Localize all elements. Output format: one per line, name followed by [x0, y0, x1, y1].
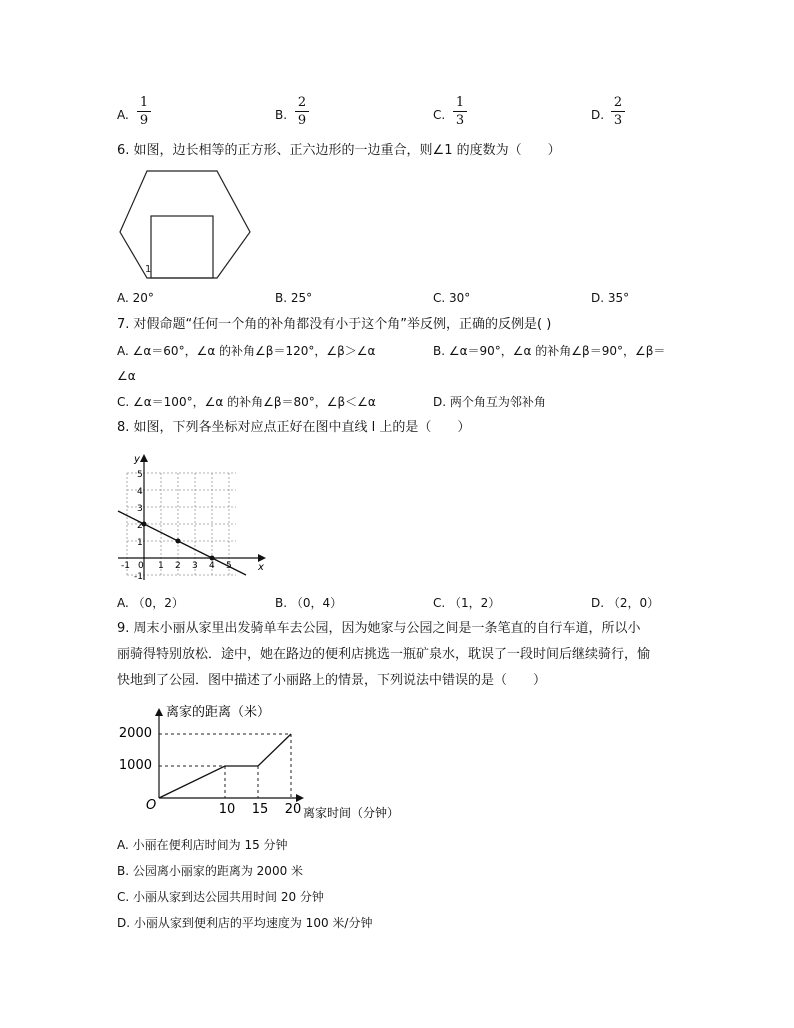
q9-y-tick-1000: 1000	[118, 758, 152, 773]
q6-figure-hexagon-square	[117, 166, 257, 284]
q8-x-arrow	[258, 554, 266, 562]
q5-option-a-numerator: 1	[139, 95, 149, 110]
hexagon-shape	[120, 171, 250, 278]
q8-y-tick: -1	[134, 572, 143, 582]
q8-origin-label: 0	[138, 561, 144, 571]
q5-option-d-numerator: 2	[613, 95, 623, 110]
q9-origin-label: O	[146, 798, 157, 813]
q5-option-d-denominator: 3	[613, 113, 623, 128]
q9-option-b: B. 公园离小丽家的距离为 2000 米	[117, 864, 304, 878]
q8-y-tick: 5	[137, 470, 143, 480]
q9-stem-line-2: 丽骑得特别放松．途中，她在路边的便利店挑选一瓶矿泉水，耽误了一段时间后继续骑行，愉	[117, 647, 651, 662]
q8-x-tick: 1	[158, 561, 164, 571]
q5-option-d-fraction	[611, 95, 625, 128]
q8-coordinate-figure	[116, 448, 270, 584]
q5-option-c-fraction	[453, 95, 467, 128]
q8-y-tick: 2	[137, 521, 143, 531]
q8-y-arrow	[140, 454, 148, 462]
q9-distance-time-chart	[110, 700, 440, 830]
q6-stem: 6. 如图，边长相等的正方形、正六边形的一边重合，则∠1 的度数为（ ）	[117, 143, 561, 158]
q7-option-b: B. ∠α＝90°，∠α 的补角∠β＝90°，∠β＝	[433, 344, 666, 358]
q8-x-tick: -1	[121, 561, 130, 571]
square-shape	[151, 216, 213, 278]
q5-option-a-denominator: 9	[139, 113, 149, 128]
q8-option-a: A. （0，2）	[117, 596, 184, 610]
q8-x-tick: 4	[209, 561, 215, 571]
q8-option-b: B. （0，4）	[275, 596, 343, 610]
q9-x-tick-20: 20	[284, 802, 302, 817]
q5-option-b-numerator: 2	[297, 95, 307, 110]
q7-option-c: C. ∠α＝100°，∠α 的补角∠β＝80°，∠β＜∠α	[117, 395, 376, 409]
q9-x-tick-15: 15	[251, 802, 269, 817]
q8-point-2-1	[176, 539, 181, 544]
q8-x-tick: 5	[226, 561, 232, 571]
q9-x-arrow	[296, 794, 304, 802]
q8-option-c: C. （1，2）	[433, 596, 501, 610]
q8-x-tick: 3	[192, 561, 198, 571]
q6-option-d: D. 35°	[591, 291, 630, 305]
q8-point-4-0	[210, 556, 215, 561]
q6-option-a: A. 20°	[117, 291, 154, 305]
q5-option-c-label: C.	[433, 108, 446, 122]
q8-x-tick: 2	[175, 561, 181, 571]
q8-y-tick: 4	[137, 487, 143, 497]
q7-option-d: D. 两个角互为邻补角	[433, 395, 546, 409]
angle-1-label: 1	[145, 264, 152, 275]
q8-option-d: D. （2，0）	[591, 596, 660, 610]
q5-option-a-fraction	[137, 95, 151, 128]
q8-y-tick: 3	[137, 504, 143, 514]
q9-stem-line-3: 快地到了公园．图中描述了小丽路上的情景，下列说法中错误的是（ ）	[117, 673, 547, 688]
q8-x-axis-label: x	[258, 562, 264, 573]
q7-option-a: A. ∠α＝60°，∠α 的补角∠β＝120°，∠β＞∠α	[117, 344, 376, 358]
q9-option-a: A. 小丽在便利店时间为 15 分钟	[117, 838, 288, 852]
q6-option-b: B. 25°	[275, 291, 313, 305]
q5-option-d-label: D.	[591, 108, 605, 122]
q7-stem: 7. 对假命题“任何一个角的补角都没有小于这个角”举反例，正确的反例是( )	[117, 317, 552, 332]
q9-y-tick-2000: 2000	[118, 726, 152, 741]
q9-y-arrow	[155, 708, 163, 716]
q8-y-axis-label: y	[134, 454, 140, 465]
q9-x-axis-label: 离家时间（分钟）	[303, 806, 400, 820]
q9-x-tick-10: 10	[218, 802, 236, 817]
q9-stem-line-1: 9. 周末小丽从家里出发骑单车去公园，因为她家与公园之间是一条笔直的自行车道，所以小	[117, 621, 641, 636]
q5-option-b-label: B.	[275, 108, 288, 122]
q5-option-b-denominator: 9	[297, 113, 307, 128]
q6-option-c: C. 30°	[433, 291, 471, 305]
q9-option-c: C. 小丽从家到达公园共用时间 20 分钟	[117, 890, 324, 904]
q7-option-b-cont: ∠α	[117, 369, 136, 383]
q5-option-b-fraction	[295, 95, 309, 128]
q9-option-d: D. 小丽从家到便利店的平均速度为 100 米/分钟	[117, 916, 373, 930]
q5-option-c-numerator: 1	[455, 95, 465, 110]
q5-option-c-denominator: 3	[455, 113, 465, 128]
q8-y-tick: 1	[137, 538, 143, 548]
q5-option-a-label: A.	[117, 108, 129, 122]
q8-stem: 8. 如图，下列各坐标对应点正好在图中直线 l 上的是（ ）	[117, 420, 471, 435]
q9-y-axis-label: 离家的距离（米）	[166, 705, 271, 720]
